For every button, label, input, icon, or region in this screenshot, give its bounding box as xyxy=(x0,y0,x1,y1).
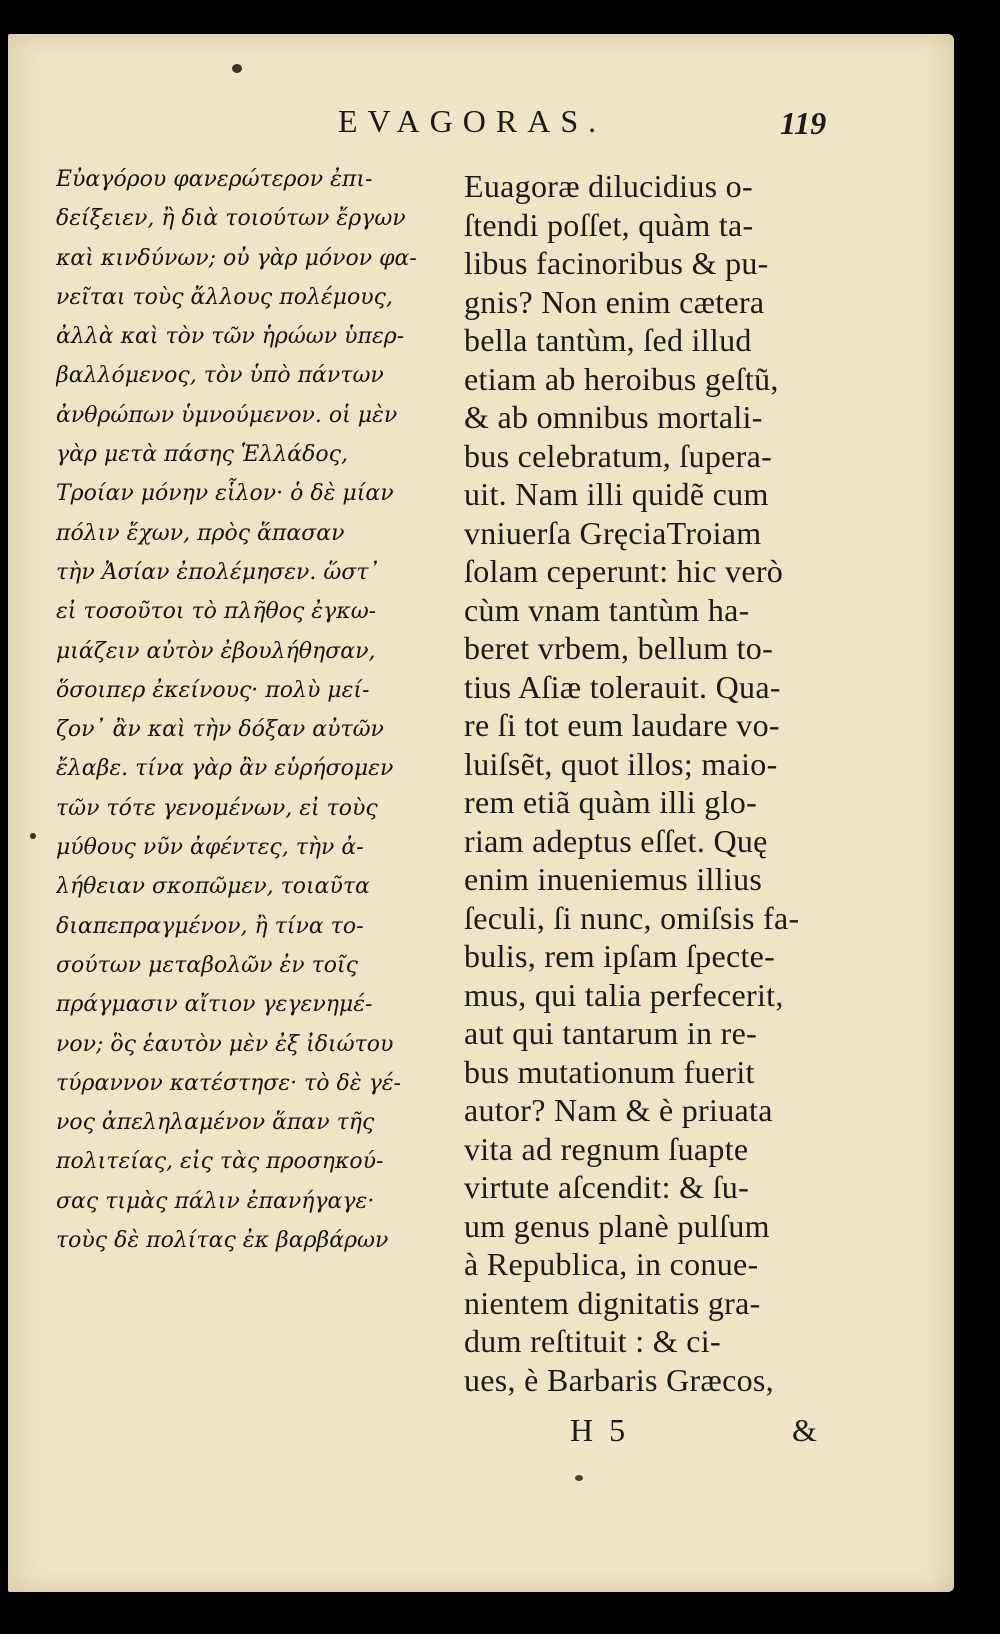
greek-text-line: εἰ τοσοῦτοι τὸ πλῆθος ἐγκω- xyxy=(56,599,377,625)
catchword: & xyxy=(792,1412,817,1448)
greek-text-line: πολιτείας, εἰς τὰς προσηκού- xyxy=(56,1149,384,1175)
greek-text-line: σας τιμὰς πάλιν ἐπανήγαγε· xyxy=(56,1188,375,1214)
latin-text-line: & ab omnibus mortali- xyxy=(464,399,763,435)
latin-text-line: bulis, rem ipſam ſpecte- xyxy=(464,938,776,974)
latin-text-line: gnis? Non enim cætera xyxy=(464,283,765,320)
latin-text-line: enim inueniemus illius xyxy=(464,861,763,897)
latin-text-line: riam adeptus eſſet. Quę xyxy=(464,822,768,859)
greek-text-line: καὶ κινδύνων; οὐ γὰρ μόνον φα- xyxy=(56,245,417,271)
latin-text-line: um genus planè pulſum xyxy=(464,1207,770,1244)
latin-text-line: virtute aſcendit: & ſu- xyxy=(464,1169,750,1205)
latin-text-line: vita ad regnum ſuapte xyxy=(464,1130,749,1167)
greek-text-line: τοὺς δὲ πολίτας ἐκ βαρβάρων xyxy=(56,1228,389,1254)
greek-text-line: ἔλαβε. τίνα γὰρ ἂν εὑρήσομεν xyxy=(56,756,394,782)
latin-text-line: aut qui tantarum in re- xyxy=(464,1015,758,1051)
latin-text-line: cùm vnam tantùm ha- xyxy=(464,591,750,628)
greek-text-line: γὰρ μετὰ πάσης Ἑλλάδος, xyxy=(56,442,348,468)
latin-text-line: mus, qui talia perfecerit, xyxy=(464,976,784,1013)
latin-text-line: dum reſtituit : & ci- xyxy=(464,1323,721,1359)
latin-text-line: luiſsẽt, quot illos; maio- xyxy=(464,745,778,782)
latin-text-line: ſtendi poſſet, quàm ta- xyxy=(464,206,754,243)
latin-text-line: ſolam ceperunt: hic verò xyxy=(464,553,784,589)
greek-text-line: σούτων μεταβολῶν ἐν τοῖς xyxy=(56,952,358,978)
greek-text-line: νον; ὃς ἑαυτὸν μὲν ἐξ ἰδιώτου xyxy=(56,1031,394,1057)
greek-text-line: νεῖται τοὺς ἄλλους πολέμους, xyxy=(56,284,393,310)
greek-text-line: τὴν Ἀσίαν ἐπολέμησεν. ὥστ᾽ xyxy=(56,559,380,585)
latin-text-line: à Republica, in conue- xyxy=(464,1246,759,1282)
latin-text-line: libus facinoribus & pu- xyxy=(464,245,769,281)
latin-text-line: vniuerſa GręciaTroiam xyxy=(464,514,762,551)
latin-text-line: beret vrbem, bellum to- xyxy=(464,630,774,666)
greek-text-line: ζον᾽ ἂν καὶ τὴν δόξαν αὐτῶν xyxy=(56,717,384,743)
greek-text-line: λήθειαν σκοπῶμεν, τοιαῦτα xyxy=(56,874,370,900)
greek-text-line: Εὐαγόρου φανερώτερον ἐπι- xyxy=(56,167,373,192)
latin-text-column xyxy=(464,167,916,1399)
ink-mark-bottom xyxy=(575,1475,583,1481)
latin-text-line: etiam ab heroibus geſtũ, xyxy=(464,360,779,397)
greek-text-line: τύραννον κατέστησε· τὸ δὲ γέ- xyxy=(56,1070,401,1096)
greek-text-line: μύθους νῦν ἀφέντες, τὴν ἀ- xyxy=(56,835,364,861)
ink-mark-top xyxy=(232,64,242,73)
greek-text-line: τῶν τότε γενομένων, εἰ τοὺς xyxy=(56,795,378,821)
greek-text-line: διαπεπραγμένον, ἢ τίνα το- xyxy=(56,913,364,939)
ink-mark-margin xyxy=(30,833,36,839)
greek-text-line: ὅσοιπερ ἐκείνους· πολὺ μεί- xyxy=(56,677,370,703)
latin-text-line: bus celebratum, ſupera- xyxy=(464,437,773,474)
latin-text-line: tius Aſiæ tolerauit. Qua- xyxy=(464,668,781,705)
greek-text-line: πόλιν ἔχων, πρὸς ἅπασαν xyxy=(56,520,345,546)
greek-text-line: δείξειεν, ἢ διὰ τοιούτων ἔργων xyxy=(56,206,406,232)
greek-text-line: ἀνθρώπων ὑμνούμενον. οἱ μὲν xyxy=(56,402,398,428)
latin-text-line: bus mutationum fuerit xyxy=(464,1053,755,1090)
latin-text-line: re ſi tot eum laudare vo- xyxy=(464,707,780,743)
latin-text-line: autor? Nam & è priuata xyxy=(464,1092,773,1128)
greek-text-column xyxy=(56,160,458,1260)
latin-text-line: nientem dignitatis gra- xyxy=(464,1284,761,1321)
greek-text-line: ἀλλὰ καὶ τὸν τῶν ἡρώων ὑπερ- xyxy=(56,324,405,350)
latin-text-line: rem etiã quàm illi glo- xyxy=(464,784,758,820)
page-number: 119 xyxy=(780,105,827,141)
latin-text-line: ues, è Barbaris Græcos, xyxy=(464,1361,774,1398)
latin-text-line: uit. Nam illi quidẽ cum xyxy=(464,476,769,512)
latin-text-line: bella tantùm, ſed illud xyxy=(464,322,752,358)
latin-text-line: Euagoræ dilucidius o- xyxy=(464,168,753,204)
greek-text-line: Τροίαν μόνην εἷλον· ὁ δὲ μίαν xyxy=(56,481,394,507)
latin-text-line: ſeculi, ſi nunc, omiſsis fa- xyxy=(464,899,800,936)
greek-text-line: μιάζειν αὐτὸν ἐβουλήθησαν, xyxy=(56,638,376,664)
signature-mark: H 5 xyxy=(570,1412,630,1448)
greek-text-line: πράγμασιν αἴτιον γεγενημέ- xyxy=(56,992,373,1018)
running-head: EVAGORAS. xyxy=(338,103,607,139)
greek-text-line: νος ἀπεληλαμένον ἅπαν τῆς xyxy=(56,1110,375,1136)
greek-text-line: βαλλόμενος, τὸν ὑπὸ πάντων xyxy=(56,363,384,389)
